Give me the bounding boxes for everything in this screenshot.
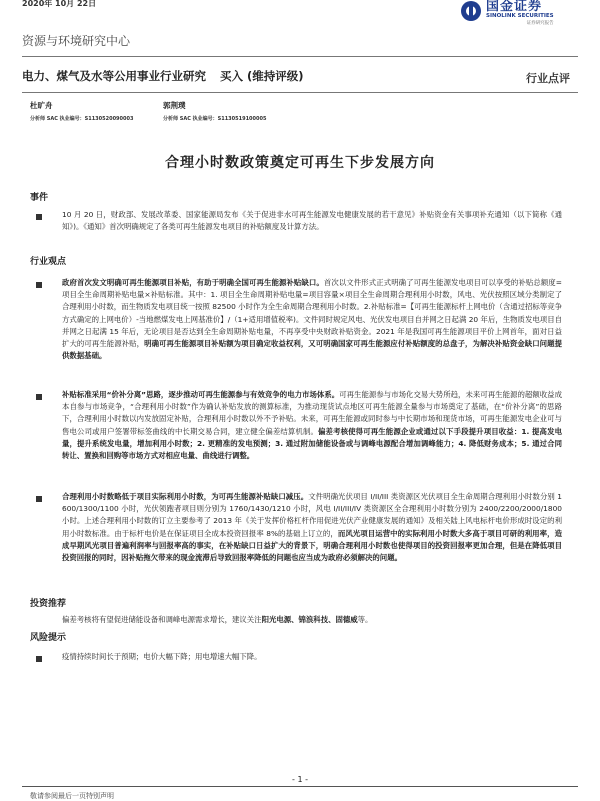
recommend-end: 等。 bbox=[357, 615, 373, 624]
view-1-lead: 政府首次发文明确可再生能源项目补贴，有助于明确全国可再生能源补贴缺口。 bbox=[62, 278, 324, 287]
section-views: 行业观点 bbox=[30, 257, 67, 267]
view-2-conclusion: 偏差考核使得可再生能源企业或通过以下手段提升项目收益：1. 提高发电量，提升系统发电量，增加利用小时数；2. 更精准的发电预测；3. 通过附加储能设备或与调峰电源配合增加调峰能力；4. 降低财务成本；5. 通过合同转让、置换和回购等市场方式对相应电量、曲线进行调整。 bbox=[62, 426, 562, 461]
recommend-text: 偏差考核将有望促进储能设备和调峰电源需求增长，建议关注 bbox=[62, 615, 262, 624]
view-paragraph-1 bbox=[62, 277, 562, 362]
industry-title-row bbox=[22, 68, 304, 84]
analyst-1 bbox=[30, 100, 133, 122]
industry-title: 电力、煤气及水等公用事业行业研究 bbox=[22, 69, 206, 83]
risk-paragraph: 疫情持续时间长于预期；电价大幅下降；用电增速大幅下降。 bbox=[62, 652, 262, 661]
title-divider bbox=[22, 92, 578, 93]
page-number: - 1 - bbox=[292, 775, 308, 784]
view-paragraph-2 bbox=[62, 389, 562, 462]
view-2-body: 可再生能源参与市场化交易大势所趋，未来可再生能源的超额收益成本自参与市场竞争，“合理利用小时数”作为确认补贴发放的测算标准，为推动现货试点地区可再生能源全量参与市场奠定了基础，在“价补分离”的思路下，合理利用小时数以内发放固定补贴，合理利用小时数以外不予补贴。未来，可再生能源或同时参与中长期市场和现货市场，可再生能源发电企业可与售电公司或用户签署带标签曲线的中长期交易合同，建立健全偏差结算机制。 bbox=[62, 390, 563, 436]
view-3-lead: 合理利用小时数略低于项目实际利用小时数，为可再生能源补贴缺口减压。 bbox=[62, 492, 309, 501]
bullet-icon bbox=[36, 214, 42, 220]
logo bbox=[458, 0, 554, 26]
bullet-icon bbox=[36, 656, 42, 662]
analyst-name: 郭荆璞 bbox=[163, 101, 186, 110]
section-recommend: 投资推荐 bbox=[30, 599, 67, 609]
recommend-paragraph bbox=[62, 614, 562, 626]
section-event: 事件 bbox=[30, 193, 49, 203]
analyst-license: 分析师 SAC 执业编号：S1130520090003 bbox=[30, 116, 134, 122]
research-center: 资源与环境研究中心 bbox=[22, 34, 131, 48]
report-date: 2020年 10月 22日 bbox=[22, 0, 97, 8]
view-3-conclusion: 而风光项目运营中的实际利用小时数大多高于项目可研的利用率，造成早期风光项目普遍利润率与回报率高的事实，在补贴缺口日益扩大的背景下，明确合理利用小时数也使得项目的投资回报率更加合理，但是在降低项目投资回报的同时，因补贴拖欠带来的现金流滞后导致回报率降低的问题也应当成为政府必须解决的问题。 bbox=[62, 528, 562, 563]
analyst-2 bbox=[163, 100, 266, 122]
footer-divider bbox=[22, 786, 578, 787]
sinolink-logo-icon bbox=[458, 0, 484, 22]
logo-tagline: 证券研究报告 bbox=[526, 20, 554, 26]
logo-cn-text: 国金证券 bbox=[486, 0, 543, 14]
view-paragraph-3 bbox=[62, 491, 562, 564]
bullet-icon bbox=[36, 496, 42, 502]
view-2-lead: 补贴标准采用“价补分离”思路，逐步推动可再生能源参与有效竞争的电力市场体系。 bbox=[62, 390, 340, 399]
event-paragraph: 10 月 20 日，财政部、发展改革委、国家能源局发布《关于促进非水可再生能源发电健康发展的若干意见》补贴资金有关事项补充通知（以下简称《通知》)。《通知》首次明确规定了各类可再生能源发电项目的补贴额度及计算方法。 bbox=[62, 210, 562, 232]
recommend-stocks: 阳光电源、锦浪科技、固德威 bbox=[261, 615, 358, 624]
analyst-license: 分析师 SAC 执业编号：S1130519100005 bbox=[163, 116, 267, 122]
analyst-name: 杜旷舟 bbox=[30, 101, 53, 110]
view-1-conclusion: 明确可再生能源项目补贴额为项目确定收益权利，又可明确国家可再生能源应付补贴额度的总盘子，为解决补贴资金缺口问题提供数据基础。 bbox=[62, 339, 562, 361]
rating: 买入 (维持评级) bbox=[220, 69, 304, 83]
view-3-body: 文件明确光伏项目 I/II/III 类资源区光伏项目全生命周期合理利用小时数分别 1600/1300/1100 小时，光伏领跑者项目则分别为 1760/1430/1210 小时，风电 I/II/III/IV 类资源区全合理利用小时数分别为 2400/2200/2000/1800 小时。上述合理利用小时数的订立主要参考了 2013 年《关于发挥价格杠杆作用促进光伏产业健康发展的通知》及相关陆上风电标杆电价形成时设定的利用小时数标准。由于标杆电价是在保证项目全成本投资回报率 8%的基础上订立的， bbox=[62, 492, 562, 538]
logo-en-text: SINOLINK SECURITIES bbox=[486, 13, 554, 19]
disclaimer-note: 敬请参阅最后一页特别声明 bbox=[30, 792, 114, 800]
bullet-icon bbox=[36, 394, 42, 400]
view-1-body: 首次以文件形式正式明确了可再生能源发电项目可以享受的补贴总额度=项目全生命周期补贴电量×补贴标准。其中：1. 项目全生命周期补贴电量=项目容量×项目全生命周期合理利用小时数，风电、光伏按照区域分类制定了合理利用小时数，而生物质发电项目统一按照 82500 小时作为全生命周期合理利用小时数。2.补贴标准=【可再生能源标杆上网电价（含通过招标等竞争方式确定的上网电价）-当地燃煤发电上网基准价】/（1+适用增值税率)。文件同时规定风电、光伏发电项目自并网之日起满 20 年后，生物质发电项目自并网之日起满 15 年后，无论项目是否达到全生命周期补贴电量，不再享受中央财政补贴资金。2021 年是我国可再生能源项目平价上网首年，面对日益扩大的可再生能源补贴， bbox=[62, 278, 562, 349]
main-title: 合理小时数政策奠定可再生下步发展方向 bbox=[165, 155, 435, 171]
report-type: 行业点评 bbox=[526, 72, 570, 85]
section-risk: 风险提示 bbox=[30, 633, 67, 643]
bullet-icon bbox=[36, 282, 42, 288]
header-divider bbox=[22, 56, 578, 57]
